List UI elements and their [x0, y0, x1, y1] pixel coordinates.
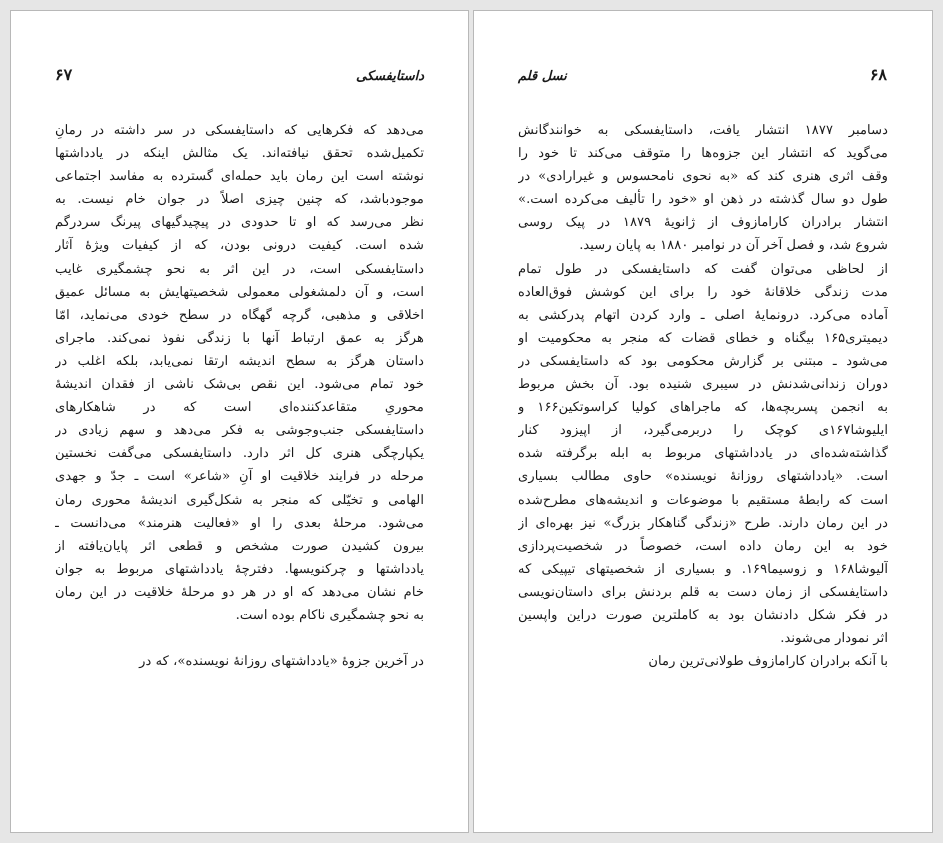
text-line: طول دو سال گذشته در ذهن او «خود را تألیف می‌کرده است.» — [518, 192, 888, 208]
page-number: ۶۸ — [869, 65, 887, 84]
text-line: نظر می‌رسد که او تا حدودی در پیچیدگیهای پیرنگ سردرگم — [55, 215, 424, 231]
text-line: تکمیل‌شده تحقق نیافته‌اند. یک مثالش اینکه در یادداشتها — [55, 146, 424, 162]
text-line — [55, 627, 424, 650]
page-number: ۶۷ — [55, 65, 73, 84]
left-page — [10, 10, 469, 833]
text-line: در آخرین جزوهٔ «یادداشتهای روزانهٔ نویسنده»، که در — [139, 654, 424, 670]
text-line: اخلاقی و مذهبی، گرچه گهگاه در سطح خودی می‌نماید، امّا — [55, 307, 424, 323]
text-line: به انجمن پسربچه‌ها، که ماجراهای کولیا کراسوتکین۱۶۶ و — [518, 400, 888, 416]
text-line: دیمیتری۱۶۵ بیگناه و خطای قضات که منجر به محکومیت او — [518, 330, 888, 346]
text-line: شروع شد، و فصل آخر آن در نوامبر ۱۸۸۰ به پایان رسید. — [579, 238, 888, 254]
text-line: مدت زندگی خلاقانهٔ خود را برای این کوشش فوق‌العاده — [518, 284, 888, 300]
page-header — [518, 65, 887, 84]
text-line: هرگز به عمق ارتباط آنها با زندگی نفوذ نمی‌کند. ماجرای — [55, 330, 424, 346]
text-line: می‌دهد که فکرهایی که داستایفسکی در سر داشته در رمانِ — [55, 123, 424, 138]
text-line: داستایفسکی جنب‌وجوشی به فکر می‌دهد و سهم زیادی در — [55, 423, 424, 439]
text-line: است، و آن دلمشغولی معمولی شخصیتهایش به مسائل عمیق — [55, 284, 424, 300]
text-line: در این رمان دارند. طرح «زندگی گناهکار بزرگ» نیز بهره‌ای از — [518, 515, 888, 531]
text-line: در فکر شکل دادنشان بود به کاملترین صورت دراین واپسین — [518, 607, 888, 623]
page-header — [55, 65, 424, 84]
text-line: گذاشته‌شده‌ای در یادداشتهای مربوط به ابله برگرفته شده — [518, 446, 888, 462]
running-title: نسل قلم — [518, 69, 567, 84]
text-line: آلیوشا۱۶۸ و زوسیما۱۶۹. و بسیاری از شخصیتهای تیپیکی که — [518, 561, 888, 577]
right-page — [473, 10, 933, 833]
text-line: می‌گوید که انتشار این جزوه‌ها را متوقف می‌کند تا خود را — [518, 146, 888, 162]
text-line: خام نشان می‌دهد که او در هر دو مرحلهٔ خلاقیت در این رمان — [55, 584, 424, 600]
text-line: از لحاظی می‌توان گفت که داستایفسکی در طول تمام — [518, 261, 888, 277]
text-line: داستایفسکی است، در این اثر به نحو چشمگیری غایب — [55, 261, 424, 277]
text-line: نوشته است این رمان باید حمله‌ای گسترده به مفاسد اجتماعی — [55, 169, 424, 185]
text-line: خود به این رمان داده است، خصوصاً در شخصیت‌پردازی — [518, 538, 888, 554]
text-line: آماده می‌کرد. درونمایهٔ اصلی ـ وارد کردن اتهام پدرکشی به — [518, 307, 888, 323]
text-line: یادداشتها و چرکنویسها. دفترچهٔ یادداشتهای مربوط به جوان — [55, 561, 424, 577]
text-line: به نحو چشمگیری ناکام بوده است. — [235, 607, 424, 623]
text-line: مرحله در فرایند خلاقیت او آنِ «شاعر» است ـ جدّ و جهدی — [55, 469, 424, 485]
text-line: محوریِ متقاعدکننده‌ای است که در شاهکارهای — [55, 400, 424, 416]
text-line: وقف اثری هنری کند که «به نحوی نامحسوس و غیرارادی» در — [518, 169, 888, 185]
text-line: است. «یادداشتهای روزانهٔ نویسنده» حاوی مطالب بسیاری — [518, 469, 888, 485]
text-line: داستان هرگز به سطح اندیشه ارتقا نمی‌یابد، بلکه اغلب در — [55, 353, 424, 369]
text-line: انتشار برادران کارامازوف از ژانویهٔ ۱۸۷۹ در پیک روسی — [518, 215, 888, 231]
text-line: الهامی و تخیّلی که منجر به شکل‌گیری اندیشهٔ محوری رمان — [55, 492, 424, 508]
text-line: یکپارچگی هنری کل اثر دارد. داستایفسکی می‌گفت نخستین — [55, 446, 424, 462]
text-line: می‌شود. مرحلهٔ بعدی را او «فعالیت هنرمند» می‌دانست ـ — [55, 515, 424, 531]
text-line: اثر نمودار می‌شوند. — [780, 631, 888, 647]
text-line: شده است. کیفیت درونی بودن، که از کیفیات ویژهٔ آثار — [55, 238, 424, 254]
text-line: ایلیوشا۱۶۷ی کوچک را دربرمی‌گیرد، از اپیزود کنار — [518, 423, 888, 439]
text-line: با آنکه برادران کارامازوف طولانی‌ترین رمان — [648, 654, 888, 670]
body-text — [518, 119, 888, 673]
text-line: دوران زندانی‌شدنش در سیبری شنیده بود. آن بخش مربوط — [518, 377, 888, 393]
text-line: دسامبر ۱۸۷۷ انتشار یافت، داستایفسکی به خوانندگانش — [518, 123, 888, 138]
text-line: است که رابطهٔ مستقیم با موضوعات و اندیشه‌های مطرح‌شده — [518, 492, 888, 508]
text-line: می‌شود ـ مبتنی بر گزارش محکومی بود که داستایفسکی در — [518, 353, 888, 369]
running-title: داستایفسکی — [356, 69, 424, 84]
body-text — [55, 119, 424, 673]
text-line: داستایفسکی از زمان دست به قلم بردنش برای داستان‌نویسی — [518, 584, 888, 600]
text-line: بیرون کشیدن صورت مشخص و قطعی اثر پایان‌یافته از — [55, 538, 424, 554]
text-line: موجودباشد، که چنین چیزی اصلاً در جوان خام نیست. به — [55, 192, 424, 208]
text-line: خود تمام می‌شود. این نقص بی‌شک ناشی از فقدان اندیشهٔ — [55, 377, 424, 393]
